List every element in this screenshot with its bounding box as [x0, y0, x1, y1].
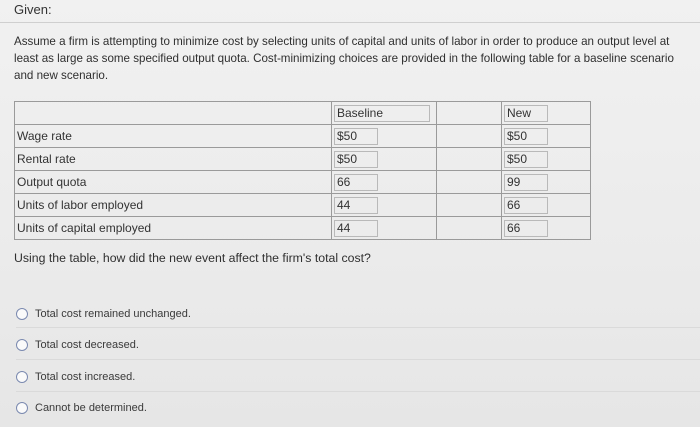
divider — [16, 359, 700, 360]
table-header-row — [15, 102, 591, 125]
radio-button-icon[interactable] — [16, 339, 28, 351]
problem-line: least as large as some specified output quota. Cost-minimizing choices are provided in the following table for a baseline scenario — [14, 52, 674, 65]
option-label: Total cost increased. — [35, 371, 136, 383]
baseline-cell — [332, 125, 437, 148]
question-text: Using the table, how did the new event affect the firm's total cost? — [14, 251, 371, 265]
row-label: Wage rate — [15, 125, 332, 148]
new-cell — [502, 194, 591, 217]
header-new: New — [504, 105, 548, 122]
divider — [0, 22, 700, 23]
given-heading: Given: — [14, 2, 52, 17]
option-label: Cannot be determined. — [35, 402, 147, 414]
row-label: Output quota — [15, 171, 332, 194]
header-baseline-cell — [332, 102, 437, 125]
baseline-cell — [332, 171, 437, 194]
new-value: 99 — [504, 174, 548, 191]
baseline-cell — [332, 194, 437, 217]
table-row — [15, 194, 591, 217]
option-increased[interactable] — [16, 368, 686, 386]
option-cannot-determine[interactable] — [16, 399, 686, 417]
new-value: 66 — [504, 220, 548, 237]
header-gap-cell — [437, 102, 502, 125]
option-label: Total cost remained unchanged. — [35, 308, 191, 320]
table-row — [15, 148, 591, 171]
baseline-cell — [332, 217, 437, 240]
new-value: 66 — [504, 197, 548, 214]
new-cell — [502, 217, 591, 240]
radio-button-icon[interactable] — [16, 371, 28, 383]
gap-cell — [437, 171, 502, 194]
baseline-value: 44 — [334, 197, 378, 214]
header-blank-cell — [15, 102, 332, 125]
baseline-value: $50 — [334, 151, 378, 168]
table-row — [15, 171, 591, 194]
option-unchanged[interactable] — [16, 305, 686, 323]
divider — [16, 327, 700, 328]
row-label: Rental rate — [15, 148, 332, 171]
new-cell — [502, 148, 591, 171]
option-label: Total cost decreased. — [35, 339, 139, 351]
problem-statement — [14, 33, 698, 84]
problem-line: Assume a firm is attempting to minimize cost by selecting units of capital and units of labor in order to produce an output level at — [14, 35, 670, 48]
new-cell — [502, 125, 591, 148]
table-row — [15, 125, 591, 148]
gap-cell — [437, 125, 502, 148]
header-baseline: Baseline — [334, 105, 430, 122]
header-new-cell — [502, 102, 591, 125]
gap-cell — [437, 148, 502, 171]
problem-line: and new scenario. — [14, 69, 109, 82]
radio-button-icon[interactable] — [16, 308, 28, 320]
row-label: Units of capital employed — [15, 217, 332, 240]
baseline-value: 44 — [334, 220, 378, 237]
baseline-value: $50 — [334, 128, 378, 145]
scenario-table — [14, 101, 591, 240]
row-label: Units of labor employed — [15, 194, 332, 217]
new-value: $50 — [504, 128, 548, 145]
radio-button-icon[interactable] — [16, 402, 28, 414]
option-decreased[interactable] — [16, 336, 686, 354]
divider — [16, 391, 700, 392]
baseline-value: 66 — [334, 174, 378, 191]
gap-cell — [437, 217, 502, 240]
table-row — [15, 217, 591, 240]
baseline-cell — [332, 148, 437, 171]
new-cell — [502, 171, 591, 194]
new-value: $50 — [504, 151, 548, 168]
gap-cell — [437, 194, 502, 217]
